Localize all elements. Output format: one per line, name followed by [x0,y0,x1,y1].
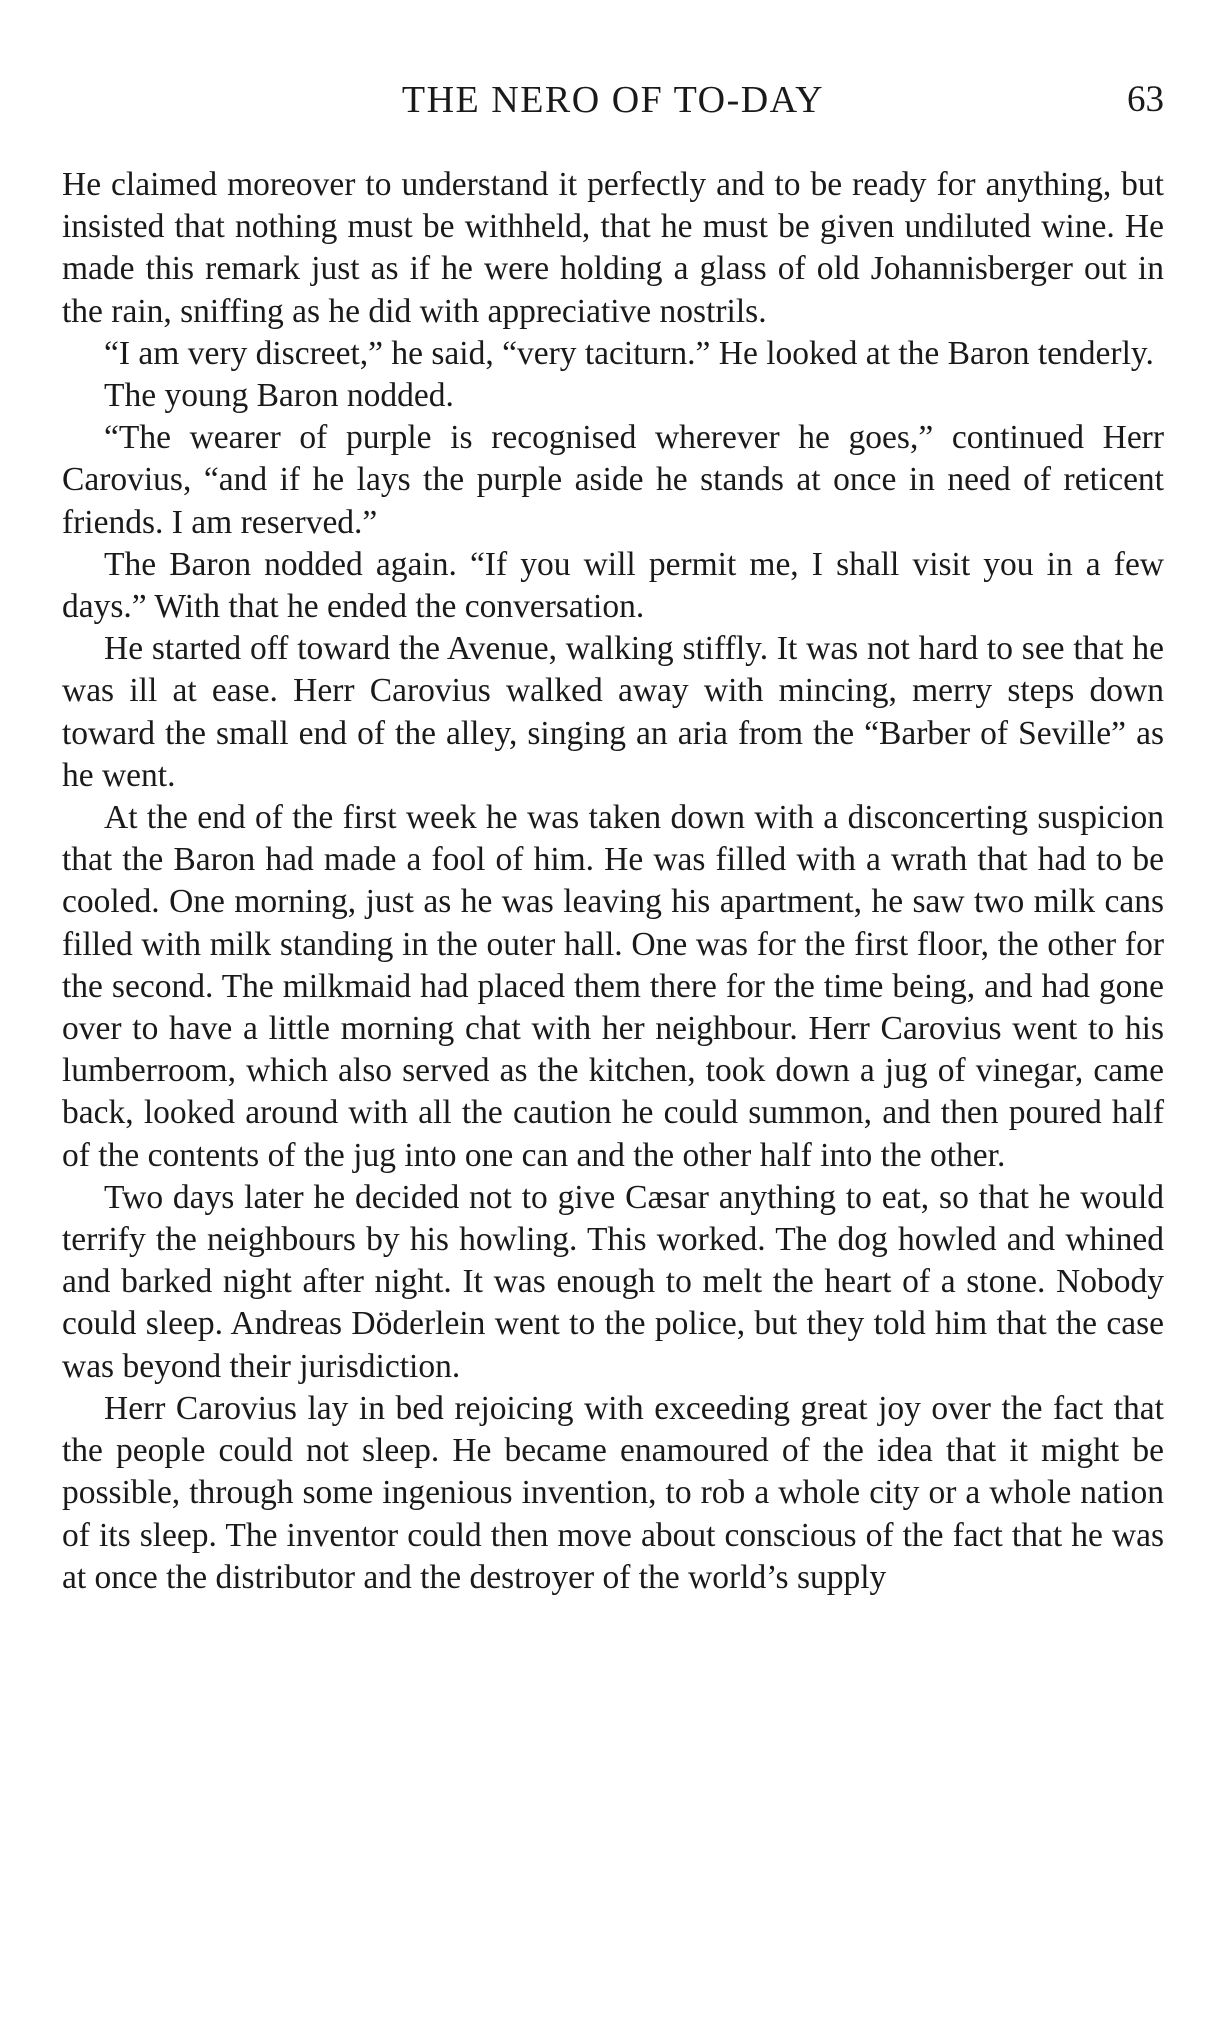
running-head: THE NERO OF TO-DAY [401,79,825,121]
page-header [62,72,1164,136]
paragraph: He started off toward the Avenue, walking stiffly. It was not hard to see that he was ill at ease. Herr Carovius walked away with mincing, merry steps down toward the small end of the alley, singing an aria from the “Barber of Seville” as he went. [62,630,1164,794]
paragraph: The Baron nodded again. “If you will permit me, I shall visit you in a few days.” With that he ended the conversation. [62,545,1164,626]
body-text [62,164,1164,1599]
paragraph: The young Baron nodded. [104,377,454,415]
paragraph: Two days later he decided not to give Cæsar anything to eat, so that he would terrify the neighbours by his howling. This worked. The dog howled and whined and barked night after night. It was enough to melt the heart of a stone. Nobody could sleep. Andreas Döderlein went to the police, but they told him that the case was beyond their jurisdiction. [62,1178,1164,1385]
page-number: 63 [1127,79,1164,120]
paragraph: “The wearer of purple is recognised wherever he goes,” continued Herr Carovius, “and if he lays the purple aside he stands at once in need of reticent friends. I am reserved.” [62,419,1164,541]
paragraph: He claimed moreover to understand it perfectly and to be ready for anything, but insisted that nothing must be withheld, that he must be given undiluted wine. He made this remark just as if he were holding a glass of old Johannisberger out in the rain, sniffing as he did with appreciative nostrils. [62,166,1164,330]
book-page [62,72,1164,1599]
paragraph: Herr Carovius lay in bed rejoicing with exceeding great joy over the fact that the people could not sleep. He became enamoured of the idea that it might be possible, through some ingenious invention, to rob a whole city or a whole nation of its sleep. The inventor could then move about conscious of the fact that he was at once the distributor and the destroyer of the world’s supply [62,1389,1164,1596]
paragraph: “I am very discreet,” he said, “very taciturn.” He looked at the Baron tenderly. [104,334,1154,372]
paragraph: At the end of the first week he was taken down with a disconcerting suspicion that the Baron had made a fool of him. He was filled with a wrath that had to be cooled. One morning, just as he was leaving his apartment, he saw two milk cans filled with milk standing in the outer hall. One was for the first floor, the other for the second. The milkmaid had placed them there for the time being, and had gone over to have a little morning chat with her neighbour. Herr Carovius went to his lumberroom, which also served as the kitchen, took down a jug of vinegar, came back, looked around with all the caution he could summon, and then poured half of the contents of the jug into one can and the other half into the other. [62,799,1164,1174]
